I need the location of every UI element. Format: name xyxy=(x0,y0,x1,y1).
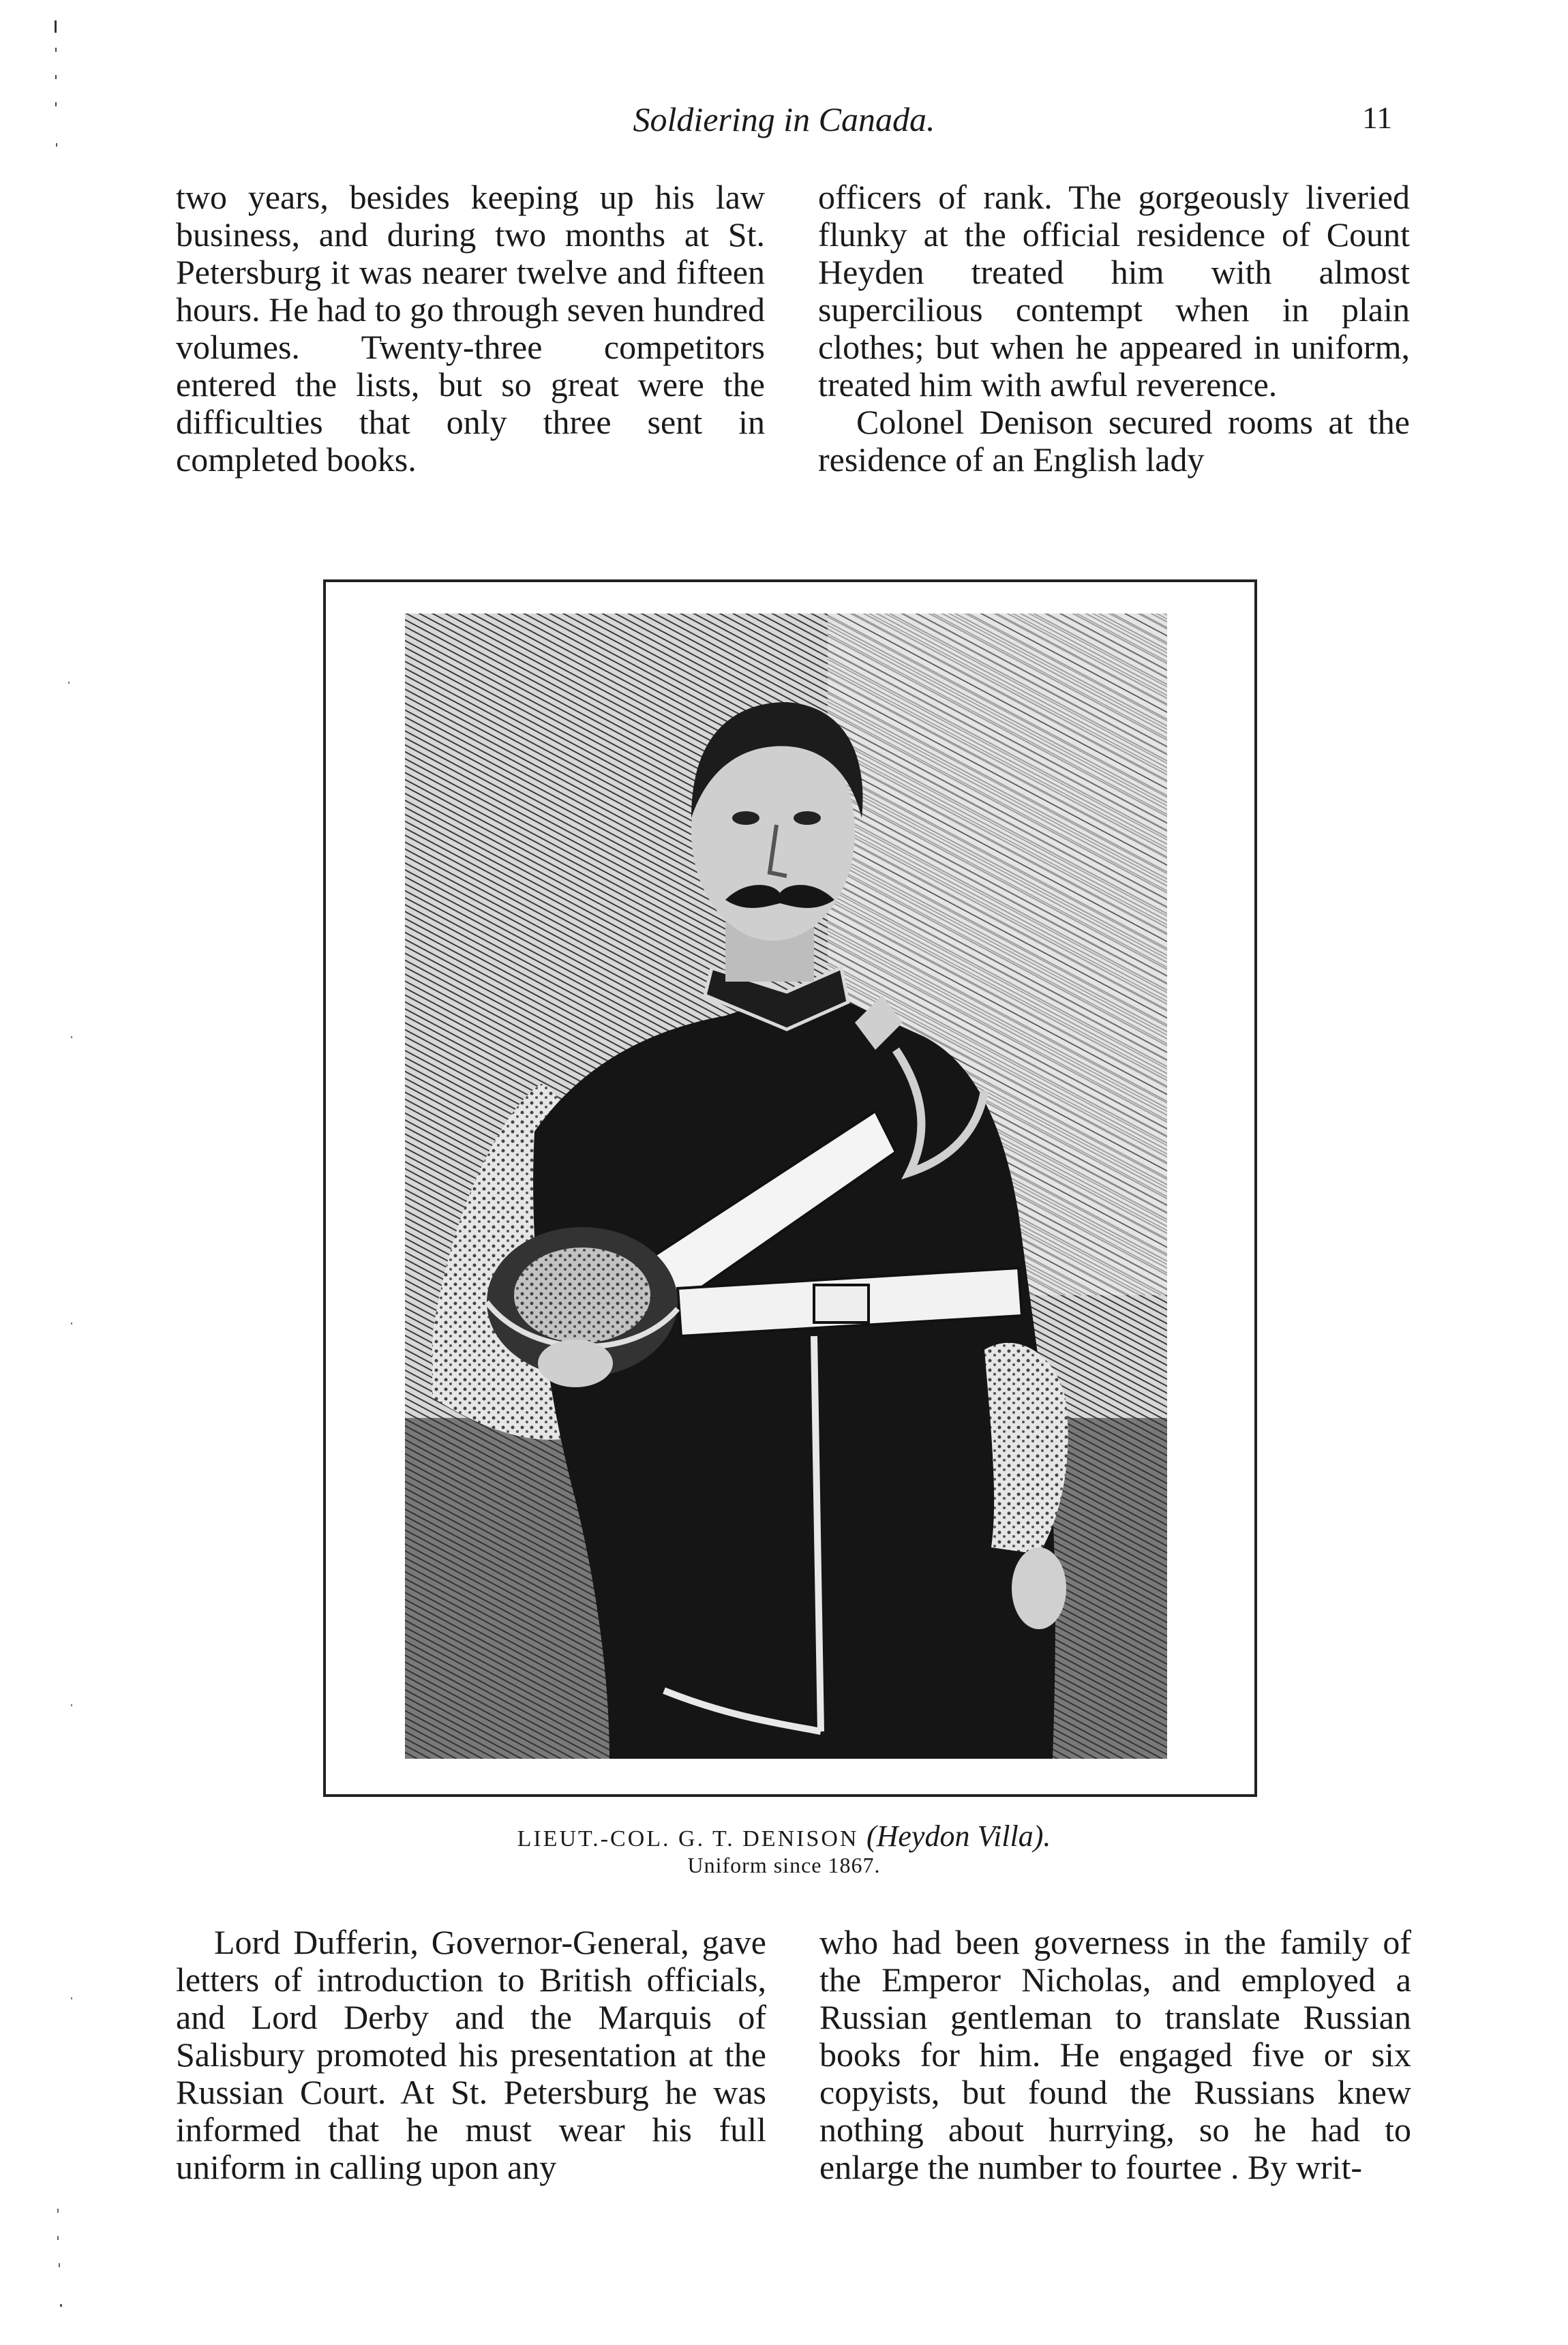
paragraph: two years, besides keeping up his law business, and during two months at St. Petersburg it was nearer twelve and fifteen hours. He had to go through seven hundred volumes. Twenty-three competitors entered the lists, but so great were the difficulties that only three sent in completed books. xyxy=(176,178,765,479)
column-top-left xyxy=(176,179,765,479)
paragraph: Lord Dufferin, Governor-General, gave letters of introduction to British officials, and Lord Derby and the Marquis of Salisbury promoted his presentation at the Russian Court. At St. Petersburg he was informed that he must wear his full uniform in calling upon any xyxy=(176,1923,766,2186)
paragraph: who had been governess in the family of the Emperor Nicholas, and employed a Russian gentleman to translate Russian books for him. He engaged five or six copyists, but found the Russians knew nothing about hurrying, so he had to enlarge the number to fourtee . By writ- xyxy=(819,1923,1411,2186)
margin-specks xyxy=(41,14,82,2331)
column-bottom-left xyxy=(176,1924,766,2186)
portrait-illustration xyxy=(405,614,1167,1759)
column-bottom-right xyxy=(819,1924,1411,2186)
paragraph: Colonel Denison secured rooms at the residence of an English lady xyxy=(818,403,1410,479)
paragraph: officers of rank. The gorgeously liveried flunky at the official residence of Count Heyden treated him with almost supercilious contempt when in plain clothes; but when he appeared in uniform, treated him with awful reverence. xyxy=(818,178,1410,404)
caption-place: (Heydon Villa). xyxy=(866,1819,1051,1853)
column-top-right xyxy=(818,179,1410,479)
running-title: Soldiering in Canada. xyxy=(633,100,935,138)
page-number: 11 xyxy=(1362,100,1393,135)
figure-subcaption: Uniform since 1867. xyxy=(687,1853,881,1877)
caption-name: LIEUT.-COL. G. T. DENISON xyxy=(517,1826,859,1851)
figure-caption xyxy=(0,1819,1568,1854)
